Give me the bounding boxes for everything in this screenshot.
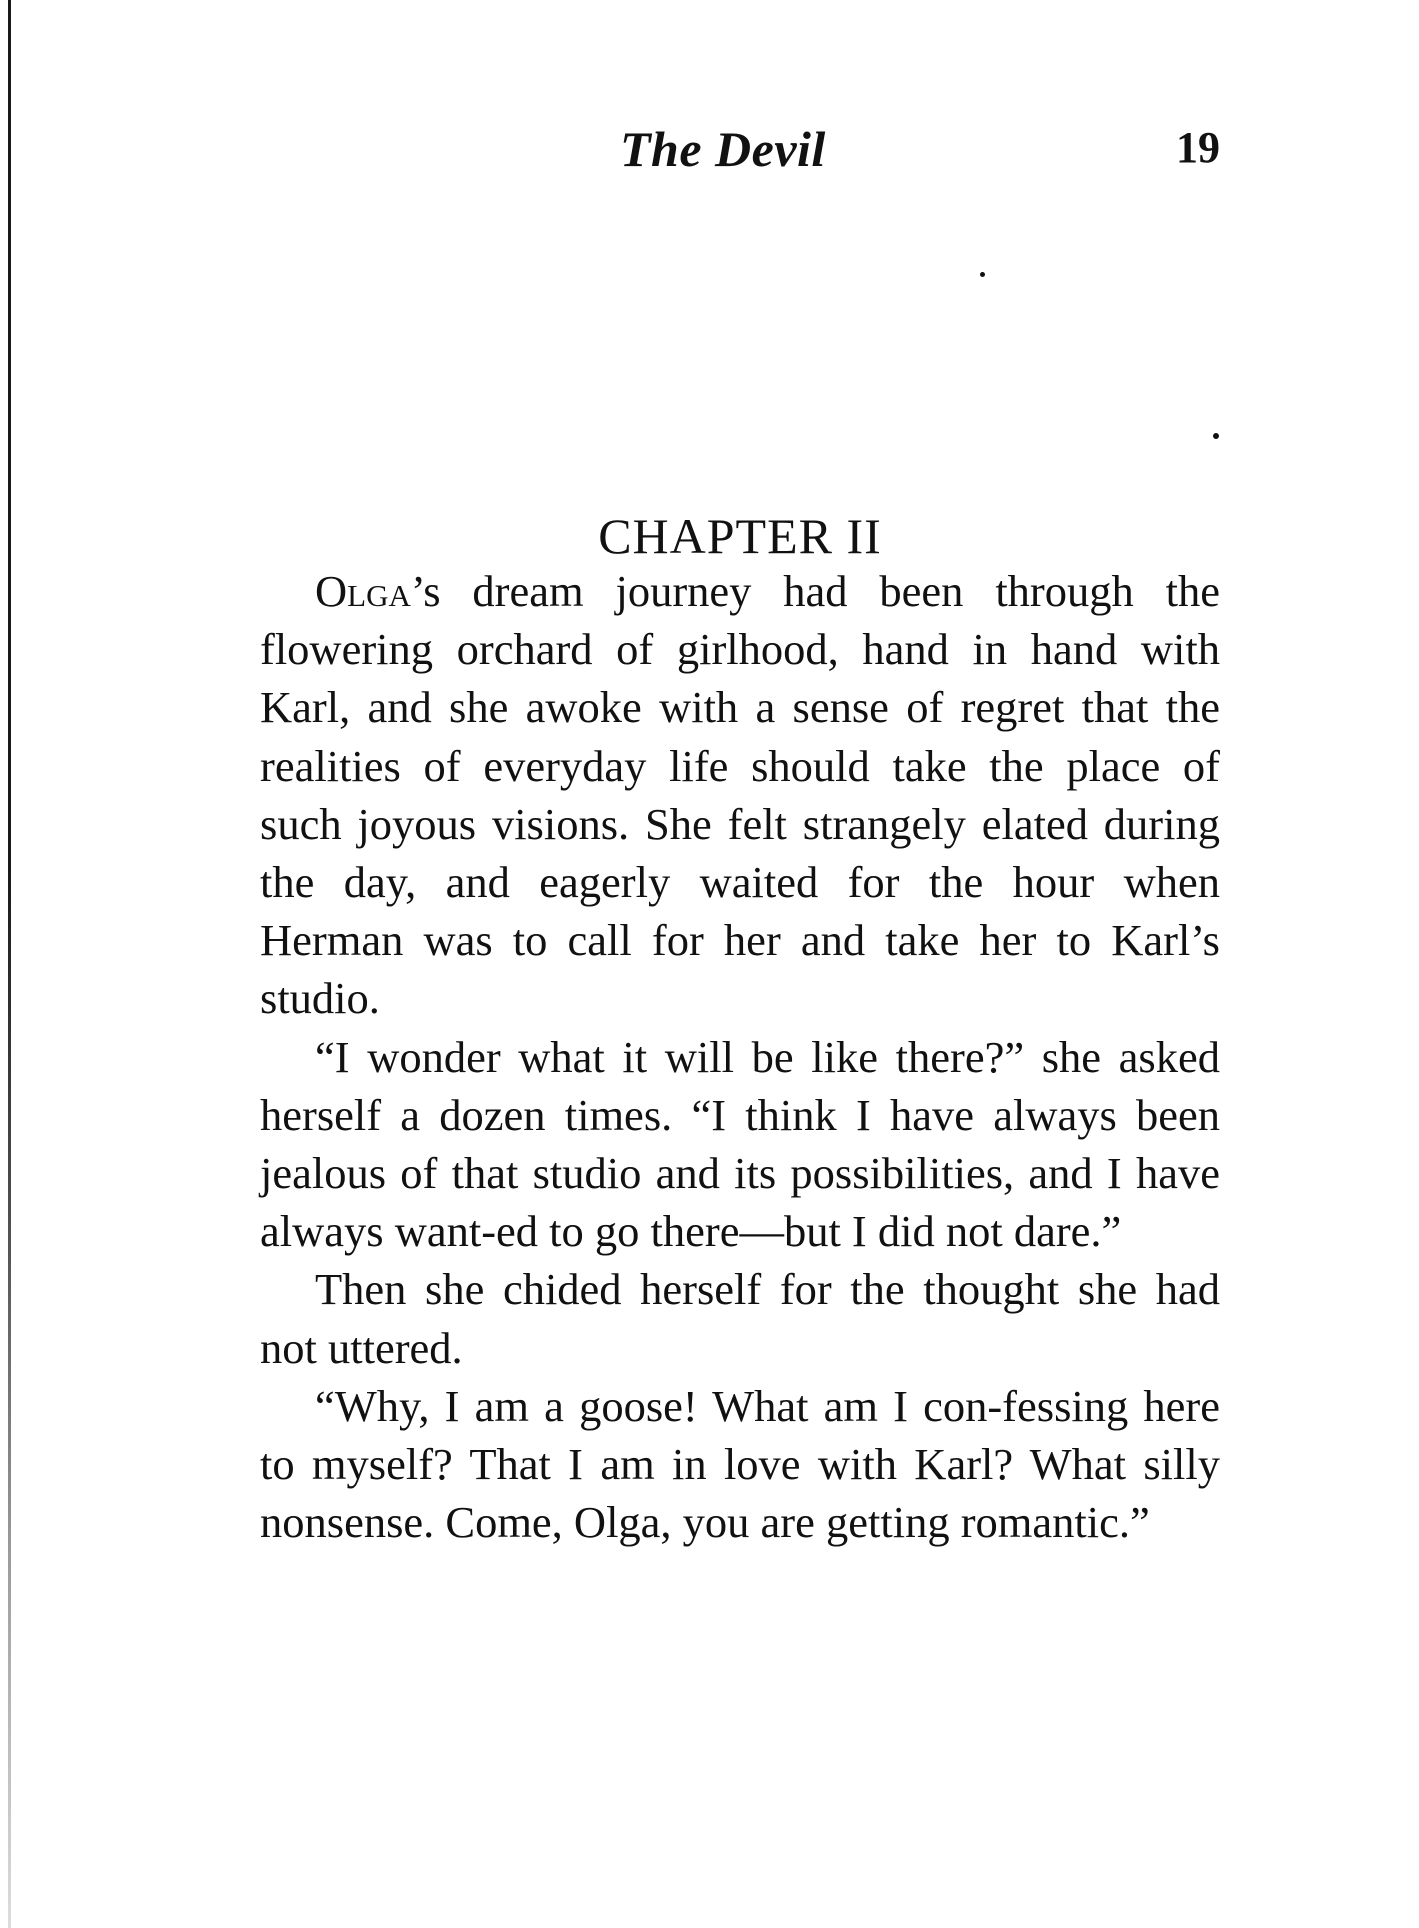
running-title: The Devil <box>620 121 826 177</box>
paragraph: Then she chided herself for the thought she had not uttered. <box>260 1264 1220 1373</box>
ink-speck <box>1213 433 1219 439</box>
paragraph-text: ’s dream journey had been through the flowering orchard of girlhood, hand in hand with Karl, and she awoke with a sense of regret that the realities of everyday life should take the place of such joyous visions. She felt strangely elated during the day, and eagerly waited for the hour when Herman was to call for her and take her to Karl’s studio. <box>260 566 1220 1024</box>
paragraph: “I wonder what it will be like there?” she asked herself a dozen times. “I think I have always been jealous of that studio and its possibilities, and I have always want-ed to go there—but I did not dare.” <box>260 1031 1220 1257</box>
running-head <box>260 120 1220 180</box>
ink-speck <box>980 272 985 277</box>
scan-page-edge <box>8 0 11 1928</box>
paragraph: “Why, I am a goose! What am I con-fessing here to myself? That I am in love with Karl? What silly nonsense. Come, Olga, you are getting romantic.” <box>260 1380 1220 1548</box>
paragraph <box>260 562 1220 1028</box>
body-text <box>260 562 1220 1551</box>
chapter-heading: CHAPTER II <box>598 507 882 564</box>
paragraph-lead-word: Olga <box>315 566 411 616</box>
page-number: 19 <box>1176 123 1220 172</box>
